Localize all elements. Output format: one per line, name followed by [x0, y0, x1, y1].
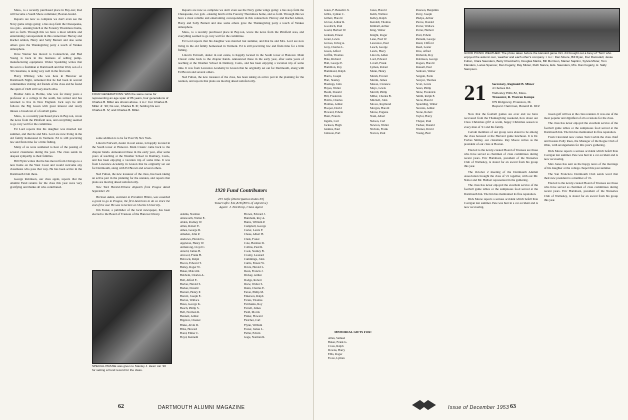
- contributor-name: Lyman, Robert: [370, 65, 388, 70]
- left-column-1: [10, 8, 82, 403]
- contributor-name: Hill, Frederick: [324, 93, 342, 98]
- right-column-1: [464, 112, 538, 402]
- contributor-name: Hunt, Francis: [324, 114, 341, 119]
- contributor-name: Grant, Lewis: [324, 36, 340, 41]
- secretary-address: 4 Chelsea Rd.: [492, 86, 511, 91]
- contributor-name: Gibbs, Lyman C.: [324, 12, 345, 17]
- contributor-name: Phelps, Arthur: [416, 16, 434, 21]
- contributor-name: Nash, Albert: [370, 114, 386, 119]
- contributor-name: Glover, Arthur R.: [324, 20, 346, 25]
- contributor-name: Curtis, Ernest W.: [244, 261, 265, 266]
- contributor-name: Fisher, Howard: [244, 314, 263, 319]
- contributor-name: Norton, Paul: [370, 130, 386, 135]
- left-column-2: [92, 136, 170, 266]
- contributor-name: Jenkins, Paul: [324, 126, 340, 131]
- contributor-name: Sears, Philip: [416, 85, 432, 90]
- treasurer-line: Treasurer, R. Warren Kempe: [492, 95, 535, 100]
- contributor-name: Holmes, Arthur: [324, 102, 343, 107]
- contributor-name: Hooper, David: [324, 106, 342, 111]
- paragraph: Reports are now so complete we don't even see the Navy game wings going: a bus stop farm the Chesapeake, two gals - ensuing lunch at the Forestry Thornmore home, and so forth. Through this we have a most reliable and entertaining correspondent in this connection: Harvey and Rachel Aldren, Harry and Sally Barnett and also some others gave the Thanksgiving party a touch of Yankee atmosphere.: [178, 8, 304, 29]
- contributor-name: Andrews, Harold G.: [180, 236, 205, 241]
- stanley-hess-caption: SPECIAL PRAISE was given to Stanley J. Hess' car '20 for setting a Fund record for the class.: [92, 365, 166, 372]
- contributor-name: Gates, F. Benedict Jr.: [324, 8, 350, 12]
- contributor-name: Griffin, Thomas: [324, 53, 344, 58]
- paragraph: Mass., to a recently purchased place in Bay-ton, wrote the news from the Pittsfield area, and everything seemed to go very well for the committee.: [10, 113, 82, 127]
- fund-contributors-heading: 1920 Fund Contributors: [214, 188, 268, 194]
- contributor-name: Morse, Eugene: [370, 110, 389, 115]
- contributor-name: Potter, Herbert: [416, 28, 434, 33]
- contributor-name: Lane, Fred W.: [370, 36, 387, 41]
- contributor-name: Kimball, Arthur: [370, 24, 390, 29]
- contributor-name: Bliss, Howard: [180, 326, 198, 331]
- contributor-name: Thayer, Paul: [416, 118, 432, 123]
- contributor-name: Kendall, Thomas: [370, 20, 391, 25]
- contributor-name: Drew, Walter S.: [244, 281, 264, 286]
- paragraph: Bill Flynn writes that he has moved from Chicago to a new home on the West Coast and would welcome any classmates who pass that way. He has been active in the Dartmouth Club there.: [10, 158, 82, 176]
- picnic-photo: [464, 8, 620, 52]
- paragraph: Now that the football games are over and we have recovered from the Thanksgiving weekend, how about our Class Christmas gift? A warm, happy Christmas season to every man of '21 and his family.: [464, 112, 538, 129]
- contributor-name: Barton, Wallace: [180, 297, 200, 302]
- contributor-name: Pearson, Benjamin: [416, 8, 439, 12]
- right-column-2: [544, 112, 618, 402]
- fund-agent: Agent: J. Northrop, Class Agent: [219, 205, 263, 209]
- right-page: [314, 0, 628, 420]
- contributor-name: Cook, Stanley B.: [244, 248, 265, 253]
- paragraph: Ed Lord reports that his daughter was married last summer, and that he and Mrs. Lord are now living in the old family homestead in Vermont. Ed is still practicing law and finds time for a little fishing.: [10, 127, 82, 145]
- contributor-name: Emerson, Ralph: [244, 293, 264, 298]
- contributor-name: Hall, George E.: [324, 61, 343, 66]
- contributor-name: Newton, Walter: [370, 122, 389, 127]
- memorial-gifts-list: [328, 336, 378, 360]
- paragraph: Reports are now so complete we don't even see the Navy game wings going: a bus stop farm the Chesapeake, two gals - ensuing lunch at the Forestry Thornmore home, and so forth. Through this we have a most reliable and entertaining correspondent in this connection: Harvey and Rachel Aldren, Harry and Sally Barnett and also some others gave the Thanksgiving party a touch of Yankee atmosphere.: [10, 17, 82, 51]
- contributor-name: Dean, Francis J.: [244, 269, 264, 274]
- contributor-name: Atwood, Frank H.: [180, 252, 202, 257]
- contributor-name: Shaw, Frederick: [416, 89, 436, 94]
- paragraph: Dick Morse reports a serious accident which befell Pete Corrigan last summer. Pete was hurt in a car accident and is now recovering.: [544, 148, 618, 162]
- paragraph: Dave Warner has moved to Connecticut, and Bud Young is back in the business of selling pump-manufacturing equipment. Walter Spaulding writes that his son is a freshman at Dartmouth and that Walt, son of a '20 classmate, is doing very well in the first term.: [10, 52, 82, 73]
- contributor-name: Rice, Alfred: [416, 48, 431, 53]
- paragraph: Mass., to a recently purchased place in Bay-ton, wrote the news from the Pittsfield area, and everything seemed to go very well for the committee.: [178, 30, 304, 39]
- contributor-name: Cummings, John: [244, 257, 265, 262]
- paragraph: Lincoln Fairwell, dealer in real estate, is happily located in the South tower at Hanover. Main Classic came back to the chapter hands. Announced these in the early year, after some years of teaching at the Weather School in Danbury, Conn., and has been enjoying a vacation trip of some time. It was from Lawrence Academy in Groton that he originally set out for Dartmouth, along with Ed Brown and several others.: [178, 53, 304, 74]
- contributor-name: Green, Alfred: [324, 48, 341, 53]
- contributor-name: Amsden, John P.: [180, 232, 201, 237]
- memorial-name: Allen, Samuel: [328, 336, 346, 340]
- contributor-name: Pratt, Edwin: [416, 32, 431, 37]
- fund-names-list-3: [324, 8, 368, 278]
- contributor-name: Tucker, Donald: [416, 122, 435, 127]
- contributor-name: Rogers, Harold: [416, 61, 435, 66]
- paragraph: Dick Morse reports a serious accident which befell Pete Corrigan last summer. Pete was hurt in a car accident and is now recovering.: [464, 196, 538, 210]
- contributor-name: Evans, Thomas: [244, 297, 263, 302]
- contributor-name: Pierce, Donald: [416, 20, 434, 25]
- paragraph: The October 2 meeting of the Dartmouth Alumni Association brought the class of '21 together, with our Mr. Nabor and Mr. Hulbert represented in the gathering.: [464, 169, 538, 183]
- contributor-name: Warner, David: [416, 126, 434, 131]
- class-officers: [492, 82, 618, 108]
- contributor-name: Hale, Richard: [324, 57, 341, 62]
- contributor-name: Keith, Wallace: [370, 12, 388, 17]
- contributor-name: Harris, Joseph: [324, 73, 342, 78]
- memorial-name: Baker, Frank G.: [328, 340, 348, 344]
- contributor-name: Spaulding, Walter: [416, 102, 438, 107]
- paragraph: Elected to the newly-created Board of Trustees are those who have served as chairmen of class committees during recent years. Eric Hartshorn, president of the Nurseries Club of Wellesley, is slated for an award from his group this year.: [464, 147, 538, 169]
- contributor-name: Collins, Paul R.: [244, 244, 264, 249]
- contributor-name: Richards, Roy: [416, 53, 434, 58]
- memorial-name: Downs, Harry: [328, 348, 345, 352]
- paragraph: From Cleveland now comes Tom Corbin the class chief and hostess Polly Rees, the Manager of the Rogue Club of Ohio, with arrangements for this year's gathering.: [544, 135, 618, 148]
- paragraph: Mass., to a recently purchased place in Bay-ton; Rod will become a South Shore commuter; Boston-bound.: [10, 8, 82, 17]
- treasurer-address: 979 Ridgeway, Evanston, Ill.: [492, 99, 532, 104]
- contributor-name: Merrill, Philip: [370, 89, 388, 94]
- contributor-name: Scott, Lewis: [416, 81, 431, 86]
- paragraph: Elected to the newly-created Board of Trustees are those who have served as chairmen of class committees during recent years. Eric Hartshorn, president of the Nurseries Club of Wellesley, is slated for an award from his group this year.: [544, 181, 618, 202]
- secretary-city: Wellesley Hills 82, Mass.: [492, 90, 527, 95]
- contributor-name: Ames, George D.: [180, 228, 201, 233]
- contributor-name: Graham, Ernest: [324, 32, 343, 37]
- contributor-name: Burns, William P.: [244, 220, 266, 225]
- contributor-name: Dunn, Charles E.: [244, 285, 265, 290]
- fund-names-list-4: [370, 8, 414, 278]
- contributor-name: Mason, Clarence: [370, 81, 391, 86]
- contributor-name: Moore, Raymond: [370, 102, 392, 107]
- contributor-name: Flynn, William: [244, 322, 263, 327]
- contributor-name: Burnham, Roy A.: [244, 216, 266, 221]
- contributor-name: Lincoln, Alden: [370, 53, 388, 58]
- picnic-caption: GOOD PICNIC WEATHER: The photo taken before the Harvard game Oct. 24 brought out a bevy of 'Twin' who enjoyed the autumn sun, weather and each other's company. l. to r.: Dan Moore, Bill Ryan, Doc Ramsdell, Jesse Fulton, Clara Saunders, Betty Chamberlin, Douglas Marks, Bill Morrison, Mariec Saplinn, Sylvia Mixter, Tom Flanders, Lucas Spencer, Dan Fogarty, Ray Mixter, Ruth Nance, Eds. Saunders, Mrs. Dan Fogarty, H. Sally Sampson.: [464, 52, 613, 71]
- contributor-name: Reed, Lester: [416, 44, 432, 49]
- left-column-3: [178, 8, 304, 184]
- paragraph: The class has never enjoyed the excellent service of the football game tables or the sumptuous food served at the Dartmouth Inn. The Inn has maintained its fine reputation.: [464, 183, 538, 196]
- contributor-name: Nichols, Frank: [370, 126, 388, 131]
- paragraph: Jim Foster, a publisher of the local newspaper, has been elected to the Board of Trustees of the Hanover library.: [92, 208, 170, 217]
- class-year-number: 21: [464, 80, 486, 105]
- contributor-name: Appleton, Henry W.: [180, 240, 205, 245]
- memorial-gifts-heading: MEMORIAL GIFTS FOR:: [334, 330, 372, 334]
- contributor-name: Smith, Ralph E.: [416, 93, 436, 98]
- contributor-name: Barrett, Joseph E.: [180, 293, 202, 298]
- paragraph: George Robinson, our class agent, reports that the Alumni Fund returns for the class this year were very gratifying and thanks all who contributed.: [10, 176, 82, 190]
- paragraph: New York Herald-Tribune dispatch from Prague dated September 29:: [92, 185, 170, 194]
- paragraph: Ed Lord reports that his daughter was married last summer, and that he and Mrs. Lord are now living in the old family homestead in Vermont. Ed is still practicing law and finds time for a little fishing.: [178, 39, 304, 52]
- contributor-name: Mitchell, John: [370, 98, 388, 103]
- contributor-name: Adams, Norman: [180, 212, 200, 216]
- contributor-name: Jackson, Hugh: [324, 122, 342, 127]
- alumni-emblem-icon: [410, 398, 438, 412]
- four-generations-caption: FOUR GENERATIONS: With the same name for representing an age span of 86 years, four generations of Charles B. Miller are shown above. 1 to r: Col. Charles B. Miller Jr. '20; his son, Charles B. III; holding his son Charles B. IV; and Charles B. Miller.: [92, 93, 169, 112]
- contributor-name: Hastings, John: [324, 81, 342, 86]
- memorial-name: Cross, Ralph: [328, 344, 344, 348]
- contributor-name: Ainsworth, Walter E.: [180, 216, 206, 221]
- paragraph: Certain members of our group were elated to be among the class honored at the Harvard game luncheon. It is Dr. Forbes Smiley, our classmate. Ray Moore writes as the president of our class at Boston.: [464, 129, 538, 147]
- contributor-name: Martin, James: [370, 77, 387, 82]
- contributor-name: Lord, Edward: [370, 57, 387, 62]
- contributor-name: Arnold, James B.: [180, 248, 201, 253]
- contributor-name: Davis, Harold L.: [244, 265, 265, 270]
- contributor-name: Putnam, George: [416, 36, 436, 41]
- contributor-name: Clark, Foster: [244, 236, 260, 241]
- fund-names-list-1: [180, 212, 240, 392]
- contributor-name: Fairbanks, Roy: [244, 302, 263, 307]
- memorial-name: Ellis, Roger: [328, 352, 343, 356]
- contributor-name: Lewis, Harry: [370, 48, 386, 53]
- contributor-name: Hammond, Ralph: [324, 69, 346, 74]
- paragraph: Brother John A. Holme, who was for many years a professor at a college in the south, has retired and has returned to live in New England. Jack says he still follows the Big Green with great interest and rarely misses a broadcast of a football game.: [10, 91, 82, 113]
- contributor-name: Hayes, Walter: [324, 85, 341, 90]
- contributor-name: Mayo, Lewis: [370, 85, 386, 90]
- contributor-name: Campbell, George: [244, 224, 266, 229]
- contributor-name: Bacon, Edward T.: [180, 261, 202, 266]
- contributor-name: Bigelow, Chester: [180, 318, 201, 323]
- contributor-name: Bennett, Arthur: [180, 314, 199, 319]
- fund-total: Total Gifts: $11,818 (80% of objective): [214, 201, 268, 205]
- contributor-name: Alden, Rodney W.: [180, 220, 203, 225]
- contributor-name: Perry, Joseph: [416, 12, 432, 17]
- contributor-name: Stevens, Arthur: [416, 106, 435, 111]
- contributor-name: Robinson, George: [416, 57, 438, 62]
- paragraph: Ned Fulton, the new treasurer of the class, has been taking an active part in the planning for the reunion, and reports that plans are moving ahead satisfactorily.: [178, 75, 304, 84]
- contributor-name: Heath, Donald: [324, 89, 342, 94]
- paragraph: The San Francisco Dartmouth Club sends word that their new president is a member of '21.: [544, 171, 618, 180]
- contributor-name: Dickey, Arthur: [244, 273, 262, 278]
- contributor-name: Bond, Elmer C.: [180, 330, 199, 335]
- contributor-name: Hart, Stanley: [324, 77, 340, 82]
- contributor-name: Gray, Charles L.: [324, 44, 344, 49]
- contributor-name: Leach, George: [370, 44, 388, 49]
- paragraph: Herman Adam, assistant to President Hilton, was awarded a grant to go to Prague, the first American to do so since the end of the war. He was to lecture at Charles University.: [92, 194, 170, 208]
- contributor-name: Howard, Edwin: [324, 110, 343, 115]
- contributor-name: Sanborn, Walter: [416, 69, 436, 74]
- memorial-name: Foote, Lyman: [328, 356, 345, 360]
- paragraph: Many of us were saddened to hear of the passing of several classmates during the year. The class sends its deepest sympathy to their families.: [10, 145, 82, 158]
- contributor-name: King, Walter: [370, 28, 386, 33]
- contributor-name: Hamilton, Roy: [324, 65, 342, 70]
- contributor-name: Stone, Robert: [416, 110, 433, 115]
- contributor-name: Dodge, Robert: [244, 277, 262, 282]
- contributor-name: Knight, Roger: [370, 32, 388, 37]
- paragraph: some addition is to be for East 58, Nev York.: [96, 136, 152, 140]
- contributor-name: Fletcher, Carl: [244, 318, 261, 323]
- contributor-name: Ball, Alfred E.: [180, 277, 198, 282]
- page-number-right: 63: [510, 404, 516, 410]
- stanley-hess-photo: [92, 270, 172, 364]
- contributor-name: Boyd, Kenneth: [180, 334, 199, 339]
- paragraph: Harry Whitney, who was here in Hanover on Dartmouth Night, remarked that he had been in several communities visiting old friends of the class and he found the spirit of 1920 still very much alive.: [10, 74, 82, 91]
- secretary-line: Secretary, Reginald B. Miner: [492, 82, 535, 86]
- contributor-name: Goodrich, Paul: [324, 24, 343, 29]
- contributor-name: Beach, Philip S.: [180, 306, 200, 311]
- contributor-name: Porter, Wallace: [416, 24, 435, 29]
- fund-names-list-5: [416, 8, 460, 403]
- paragraph: The class has never enjoyed the excellent service of the football game tables or the sumptuous food served at the Dartmouth Inn. The Inn has maintained its fine reputation.: [544, 121, 618, 134]
- bequest-chairman: Bequest Chairman, Bonard R. Weir: [492, 104, 540, 109]
- contributor-name: Crosby, Leonard: [244, 252, 264, 257]
- contributor-name: Young, Bud: [416, 130, 431, 135]
- contributor-name: Marsh, Everett: [370, 73, 388, 78]
- contributor-name: Lawrence, Paul: [370, 40, 389, 45]
- contributor-name: Barber, Harold S.: [180, 281, 202, 286]
- contributor-name: Bates, George K.: [180, 302, 201, 307]
- contributor-name: Gould, Herbert W.: [324, 28, 347, 33]
- contributor-name: Chase, Albert H.: [244, 232, 264, 237]
- contributor-name: Field, Morris: [244, 310, 260, 315]
- contributor-name: Sargent, Earle: [416, 73, 433, 78]
- contributor-name: Baldwin, Charles A.: [180, 273, 205, 278]
- contributor-name: Baker, Malcolm: [180, 269, 200, 274]
- contributor-name: Cole, Herman D.: [244, 240, 265, 245]
- contributor-name: Fuller, Edwin: [244, 330, 261, 335]
- contributor-name: Rand, Clifford: [416, 40, 434, 45]
- paragraph: Lincoln Fairwell, dealer in real estate, is happily located in the South tower at Hanover. Main Classic came back to the chapter hands. Announced these in the early year, after some years of teaching at the Weather School in Danbury, Conn., and has been enjoying a vacation trip of some time. It was from Lawrence Academy in Groton that he originally set out for Dartmouth, along with Ed Brown and several others.: [92, 141, 170, 171]
- contributor-name: Brown, Edward J.: [244, 212, 266, 216]
- page-number-left: 62: [118, 404, 124, 410]
- fund-participation: 255 Gifts (Participation Index 65): [217, 197, 265, 201]
- contributor-name: Gage, Norman R.: [244, 334, 266, 339]
- contributor-name: Mann, Henry: [370, 69, 386, 74]
- issue-date: Issue of December 1953: [448, 405, 510, 411]
- contributor-name: Barker, Donald: [180, 285, 199, 290]
- paragraph: Max Jones has sent us the happy news of the marriage of his daughter at the college chapel this past summer.: [544, 162, 618, 171]
- contributor-name: Snow, Harold: [416, 98, 433, 103]
- contributor-name: Russell, Paul: [416, 65, 432, 70]
- paragraph: tween golf will tee at the class reunion. It was one of the most popular and dignified of all occasions for the class.: [544, 112, 618, 121]
- contributor-name: Barnett, Henry P.: [180, 289, 201, 294]
- contributor-name: Armstrong, Lloyd C.: [180, 244, 206, 249]
- contributor-name: Sawyer, Thomas: [416, 77, 436, 82]
- contributor-name: Blake, Alvin D.: [180, 322, 199, 327]
- contributor-name: Miller, Charles B.: [370, 93, 392, 98]
- contributor-name: Gilbert, Harold: [324, 16, 343, 21]
- contributor-name: Hobbs, Charles: [324, 98, 343, 103]
- contributor-name: Johnson, Earl: [324, 130, 341, 135]
- contributor-name: Taylor, Harry: [416, 114, 433, 119]
- paragraph: Ned Fulton, the new treasurer of the class, has been taking an active part in the planning for the reunion, and reports that plans are moving ahead satisfactorily.: [92, 171, 170, 185]
- contributor-name: Foster, James L.: [244, 326, 264, 331]
- contributor-name: Allen, Robert E.: [180, 224, 200, 229]
- contributor-name: Lovell, Frank: [370, 61, 387, 66]
- contributor-name: Morgan, Harold: [370, 106, 390, 111]
- contributor-name: Kelley, Ralph: [370, 16, 387, 21]
- fund-names-list-2: [244, 212, 304, 392]
- contributor-name: Babcock, Ralph: [180, 257, 200, 262]
- contributor-name: Eaton, Philip M.: [244, 289, 264, 294]
- magazine-footer: DARTMOUTH ALUMNI MAGAZINE: [158, 405, 245, 411]
- contributor-name: Carter, Lewis F.: [244, 228, 264, 233]
- contributor-name: Farrell, James: [244, 306, 261, 311]
- contributor-name: Jones, Harold: [370, 8, 387, 12]
- contributor-name: Ingalls, Carl: [324, 118, 339, 123]
- contributor-name: Bailey, Roger W.: [180, 265, 201, 270]
- contributor-name: Nelson, Carl: [370, 118, 386, 123]
- four-generations-photo: [92, 8, 172, 92]
- contributor-name: Bell, Norman R.: [180, 310, 200, 315]
- contributor-name: Graves, Irving A.: [324, 40, 345, 45]
